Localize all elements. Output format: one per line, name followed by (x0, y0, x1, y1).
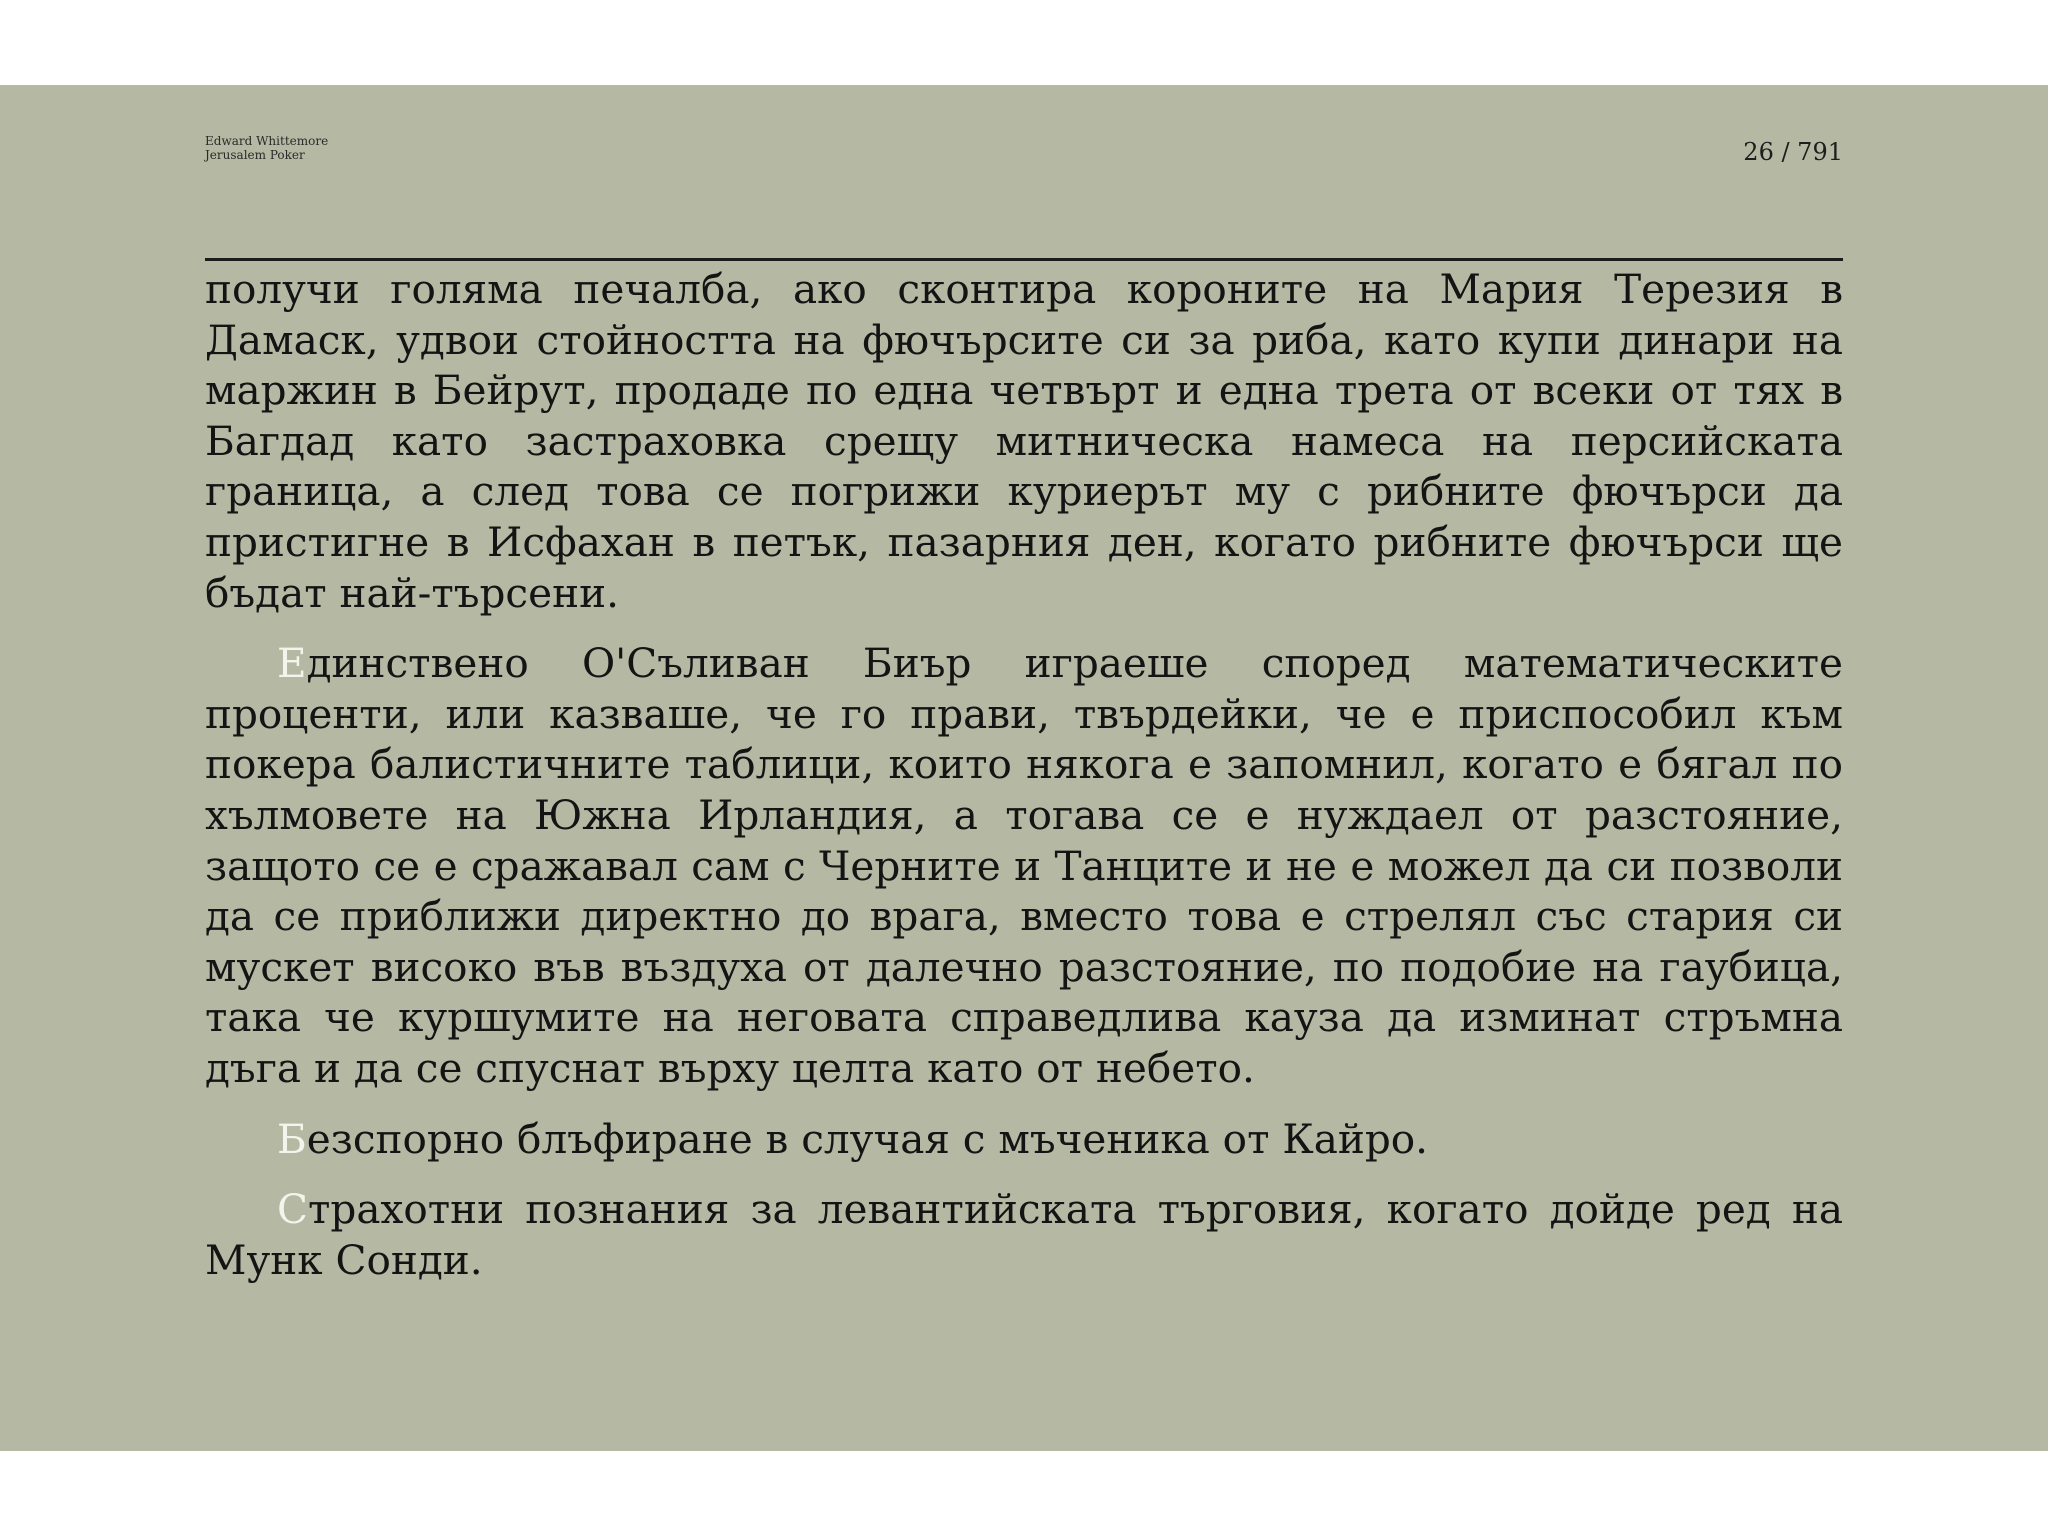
page-counter: 26 / 791 (1743, 138, 1843, 166)
paragraph-4-text: трахотни познания за левантийската търговия, когато дойде ред на Мунк Сонди. (205, 1185, 1843, 1284)
paragraph-2-text: динствено О'Съливан Биър играеше според математическите проценти, или казваше, че го прави, твърдейки, че е приспособил към покера балистичните таблици, които някога е запомнил, когато е бягал по хълмовете на Южна Ирландия, а тогава се е нуждаел от разстояние, защото се е сражавал сам с Черните и Танците и не е можел да си позволи да се приближи директно до врага, вместо това е стрелял със стария си мускет високо във въздуха от далечно разстояние, по подобие на гаубица, така че куршумите на неговата справедлива кауза да изминат стръмна дъга и да се спуснат върху целта като от небето. (205, 639, 1843, 1092)
running-header (205, 134, 1843, 258)
paragraph-4 (205, 1184, 1843, 1285)
book-meta (205, 134, 328, 162)
paragraph-3-text: езспорно блъфиране в случая с мъченика от Кайро. (306, 1114, 1429, 1163)
paragraph-1-text: получи голяма печалба, ако сконтира короните на Мария Терезия в Дамаск, удвои стойността на фючърсите си за риба, като купи динари на маржин в Бейрут, продаде по една четвърт и една трета от всеки от тях в Багдад като застраховка срещу митническа намеса на персийската граница, а след това се погрижи куриерът му с рибните фючърси да пристигне в Исфахан в петък, пазарния ден, когато рибните фючърси ще бъдат най-търсени. (205, 265, 1843, 617)
paragraph-2 (205, 638, 1843, 1093)
paragraph-2-initial: Е (277, 639, 307, 688)
page-text (205, 264, 1843, 1305)
header-divider (205, 258, 1843, 261)
paragraph-3-initial: Б (277, 1114, 307, 1163)
paragraph-3 (205, 1114, 1843, 1165)
author-name: Edward Whittemore (205, 134, 329, 148)
paragraph-1 (205, 264, 1843, 618)
paragraph-4-initial: С (277, 1185, 308, 1234)
book-title: Jerusalem Poker (205, 148, 305, 162)
